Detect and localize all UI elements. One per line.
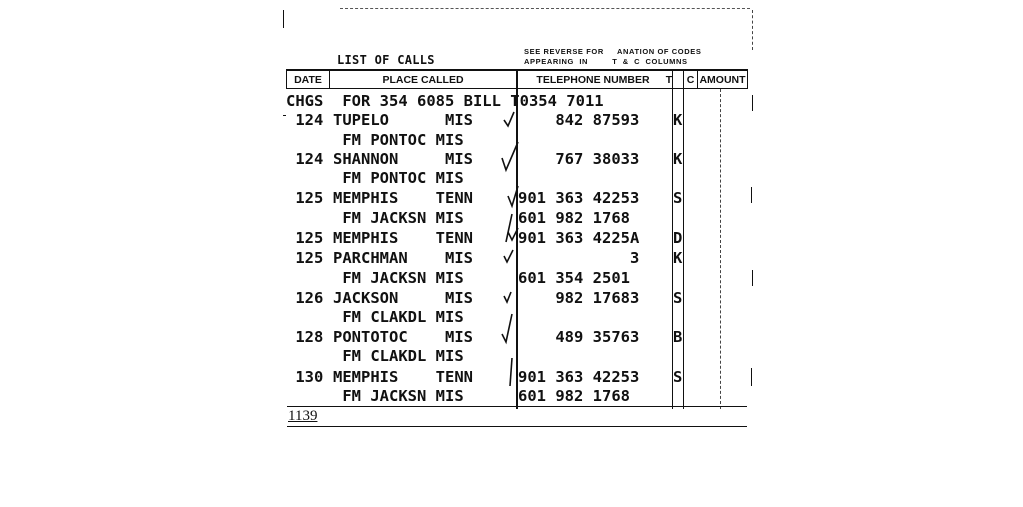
call-phone: 982 17683 <box>518 289 640 307</box>
call-date: 125 <box>286 249 324 267</box>
checkmark-icon <box>510 358 512 386</box>
col-header-telephone: TELEPHONE NUMBER <box>536 74 650 86</box>
codes-note-line1: SEE REVERSE FOR ANATION OF CODES <box>524 47 702 56</box>
call-phone: 767 38033 <box>518 150 640 168</box>
call-place: JACKSON MIS <box>333 289 473 307</box>
call-tc: S <box>673 189 683 207</box>
margin-tick <box>751 187 752 203</box>
call-row <box>0 91 604 111</box>
call-row <box>0 248 683 268</box>
call-tc: K <box>673 249 683 267</box>
call-place: PARCHMAN MIS <box>333 249 473 267</box>
call-row <box>0 130 464 150</box>
call-place: TUPELO MIS <box>333 111 473 129</box>
call-phone: 601 354 2501 <box>518 269 630 287</box>
col-header-t: T <box>665 74 673 86</box>
col-header-amount: AMOUNT <box>699 74 746 86</box>
bottom-rule <box>287 406 747 407</box>
call-date: CHGS <box>286 92 324 110</box>
call-date: 128 <box>286 328 324 346</box>
call-row <box>0 168 464 188</box>
call-row <box>0 268 630 288</box>
call-place: SHANNON MIS <box>333 150 473 168</box>
call-place: FM CLAKDL MIS <box>333 308 464 326</box>
call-row <box>0 307 464 327</box>
margin-tick <box>751 368 752 386</box>
call-place: FM CLAKDL MIS <box>333 347 464 365</box>
call-tc: K <box>673 111 683 129</box>
call-tc: S <box>673 289 683 307</box>
call-date: 124 <box>286 111 324 129</box>
call-row <box>0 188 683 208</box>
call-row <box>0 386 630 406</box>
footer-rule <box>287 426 747 427</box>
call-row <box>0 327 683 347</box>
call-phone: 901 363 4225A <box>518 229 640 247</box>
margin-tick <box>752 270 753 286</box>
call-phone: 601 982 1768 <box>518 209 630 227</box>
call-place: FM JACKSN MIS <box>333 269 464 287</box>
call-phone: 601 982 1768 <box>518 387 630 405</box>
call-row <box>0 228 683 248</box>
checkmark-icon <box>502 314 512 342</box>
top-border-dashed <box>340 8 750 9</box>
call-place: MEMPHIS TENN <box>333 229 473 247</box>
codes-note-line2: APPEARING IN T & C COLUMNS <box>524 57 688 66</box>
call-row <box>0 367 683 387</box>
call-phone: 842 87593 <box>518 111 640 129</box>
call-row <box>0 110 683 130</box>
call-tc: S <box>673 368 683 386</box>
call-place: PONTOTOC MIS <box>333 328 473 346</box>
call-tc: B <box>673 328 683 346</box>
header-right-edge <box>747 69 748 89</box>
call-date: 125 <box>286 189 324 207</box>
call-row <box>0 149 683 169</box>
margin-tick <box>752 95 753 111</box>
col-header-date: DATE <box>294 74 322 86</box>
call-phone: 901 363 42253 <box>518 368 640 386</box>
margin-tick <box>283 115 286 116</box>
call-phone: 3 <box>518 249 640 267</box>
call-row <box>0 288 683 308</box>
call-date: 125 <box>286 229 324 247</box>
checkmark-icon <box>504 292 511 302</box>
right-scan-mark <box>752 10 753 50</box>
call-phone: 489 35763 <box>518 328 640 346</box>
call-place: MEMPHIS TENN <box>333 189 473 207</box>
call-phone: 901 363 42253 <box>518 189 640 207</box>
call-place: FM PONTOC MIS <box>333 131 464 149</box>
call-date: 126 <box>286 289 324 307</box>
call-row <box>0 208 630 228</box>
checkmark-icon <box>508 186 518 206</box>
call-date: 124 <box>286 150 324 168</box>
call-place: FM JACKSN MIS <box>333 209 464 227</box>
checkmark-icon <box>502 142 518 170</box>
list-of-calls-title: LIST OF CALLS <box>337 53 435 67</box>
scan-mark-left <box>283 10 284 28</box>
call-tc: K <box>673 150 683 168</box>
checkmark-icon <box>504 250 513 262</box>
handwritten-checkmarks <box>490 100 530 410</box>
checkmark-icon <box>504 112 514 126</box>
call-place: FM PONTOC MIS <box>333 169 464 187</box>
call-date: 130 <box>286 368 324 386</box>
call-row <box>0 346 464 366</box>
col-header-c: C <box>686 74 695 86</box>
checkmark-icon <box>508 228 518 240</box>
call-place: FM JACKSN MIS <box>333 387 464 405</box>
amount-cents-divider <box>720 89 721 409</box>
call-tc: D <box>673 229 683 247</box>
page-number: 1139 <box>288 408 318 424</box>
header-div-t <box>683 69 684 409</box>
call-place: MEMPHIS TENN <box>333 368 473 386</box>
call-place: FOR 354 6085 BILL T0354 7011 <box>333 92 604 110</box>
col-header-place: PLACE CALLED <box>382 74 464 86</box>
